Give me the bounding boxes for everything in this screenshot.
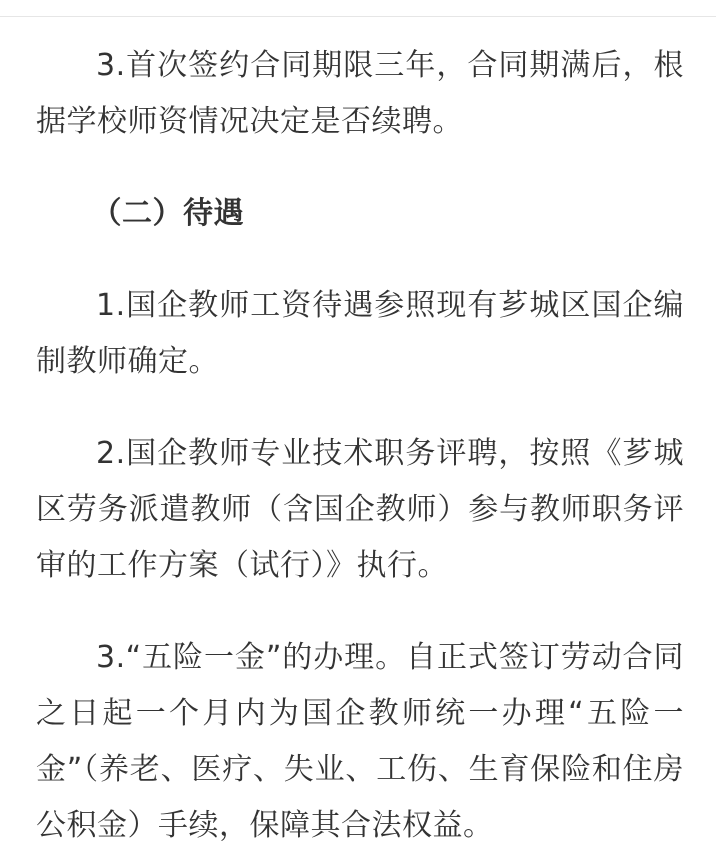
paragraph-social-insurance: 3.“五险一金”的办理。自正式签订劳动合同之日起一个月内为国企教师统一办理“五险一金”（养老、医疗、失业、工伤、生育保险和住房公积金）手续，保障其合法权益。 — [36, 640, 684, 843]
paragraph-salary: 1.国企教师工资待遇参照现有芗城区国企编制教师确定。 — [36, 288, 684, 379]
paragraph-title-evaluation: 2.国企教师专业技术职务评聘，按照《芗城区劳务派遣教师（含国企教师）参与教师职务评审的工作方案（试行）》执行。 — [36, 436, 684, 583]
top-divider — [0, 16, 716, 17]
section-heading-benefits: （二）待遇 — [91, 196, 244, 231]
article-body — [36, 38, 684, 854]
paragraph-contract-term: 3.首次签约合同期限三年，合同期满后，根据学校师资情况决定是否续聘。 — [36, 48, 684, 139]
